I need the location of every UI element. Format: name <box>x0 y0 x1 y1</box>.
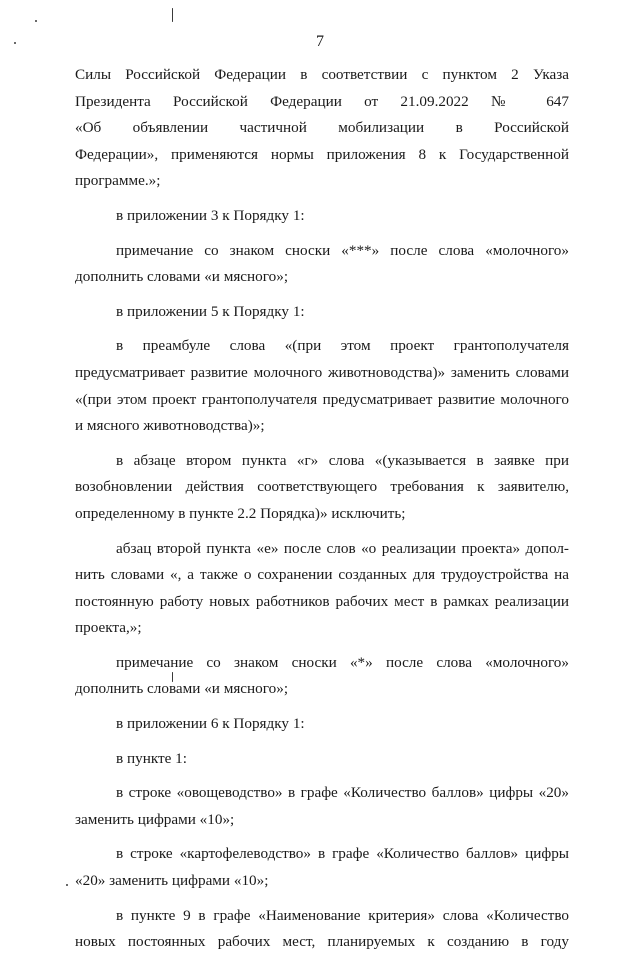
text-line: в строке «овощеводство» в графе «Количество баллов» цифры «20» <box>116 784 569 802</box>
text-line: абзац второй пункта «е» после слов «о реализации проекта» допол- <box>116 539 569 557</box>
paragraph <box>75 903 569 956</box>
text-line: в пункте 9 в графе «Наименование критерия» слова «Количество <box>116 906 569 924</box>
paragraph <box>75 650 569 703</box>
text-line: предусматривает развитие молочного животноводства)» заменить словами <box>75 363 569 381</box>
text-line: в преамбуле слова «(при этом проект грантополучателя <box>116 337 569 355</box>
text-line: возобновлении действия соответствующего требования к заявителю, <box>75 478 569 496</box>
paragraph: в пункте 1: <box>116 749 187 767</box>
text-line: примечание со знаком сноски «*» после слова «молочного» <box>116 653 569 671</box>
text-line: Силы Российской Федерации в соответствии с пунктом 2 Указа <box>75 66 569 83</box>
scan-speck <box>66 884 68 886</box>
text-line: «(при этом проект грантополучателя предусматривает развитие молочного <box>75 390 569 408</box>
text-line: «20» заменить цифрами «10»; <box>75 872 269 890</box>
paragraph <box>75 536 569 642</box>
text-line: проекта,»; <box>75 619 142 637</box>
text-line: определенному в пункте 2.2 Порядка)» исключить; <box>75 504 406 522</box>
text-line: дополнить словами «и мясного»; <box>75 268 289 286</box>
scan-speck <box>35 20 37 22</box>
text-line: дополнить словами «и мясного»; <box>75 680 289 698</box>
text-line: примечание со знаком сноски «***» после слова «молочного» <box>116 241 569 259</box>
document-body <box>75 62 569 956</box>
text-line: в абзаце втором пункта «г» слова «(указывается в заявке при <box>116 451 569 469</box>
paragraph <box>75 841 569 894</box>
text-line: Президента Российской Федерации от 21.09.2022 № 647 <box>75 92 569 110</box>
page-number: 7 <box>316 33 324 50</box>
text-line: заменить цифрами «10»; <box>75 810 235 828</box>
text-line: программе.»; <box>75 172 161 190</box>
scan-speck <box>172 8 173 22</box>
paragraph <box>75 238 569 291</box>
text-line: в строке «картофелеводство» в графе «Количество баллов» цифры <box>116 845 569 863</box>
text-line: нить словами «, а также о сохранении созданных для трудоустройства на <box>75 566 569 584</box>
text-line: постоянную работу новых работников рабочих мест в рамках реализации <box>75 592 569 610</box>
paragraph <box>75 448 569 528</box>
paragraph <box>75 333 569 439</box>
paragraph: в приложении 5 к Порядку 1: <box>116 302 305 320</box>
paragraph: в приложении 6 к Порядку 1: <box>116 715 305 733</box>
paragraph: в приложении 3 к Порядку 1: <box>116 206 305 224</box>
paragraph <box>75 780 569 833</box>
text-line: Федерации», применяются нормы приложения 8 к Государственной <box>75 145 569 163</box>
text-line: новых постоянных рабочих мест, планируемых к созданию в году <box>75 933 569 951</box>
text-line: и мясного животноводства)»; <box>75 417 265 435</box>
text-line: «Об объявлении частичной мобилизации в Российской <box>75 119 569 137</box>
paragraph <box>75 62 569 195</box>
